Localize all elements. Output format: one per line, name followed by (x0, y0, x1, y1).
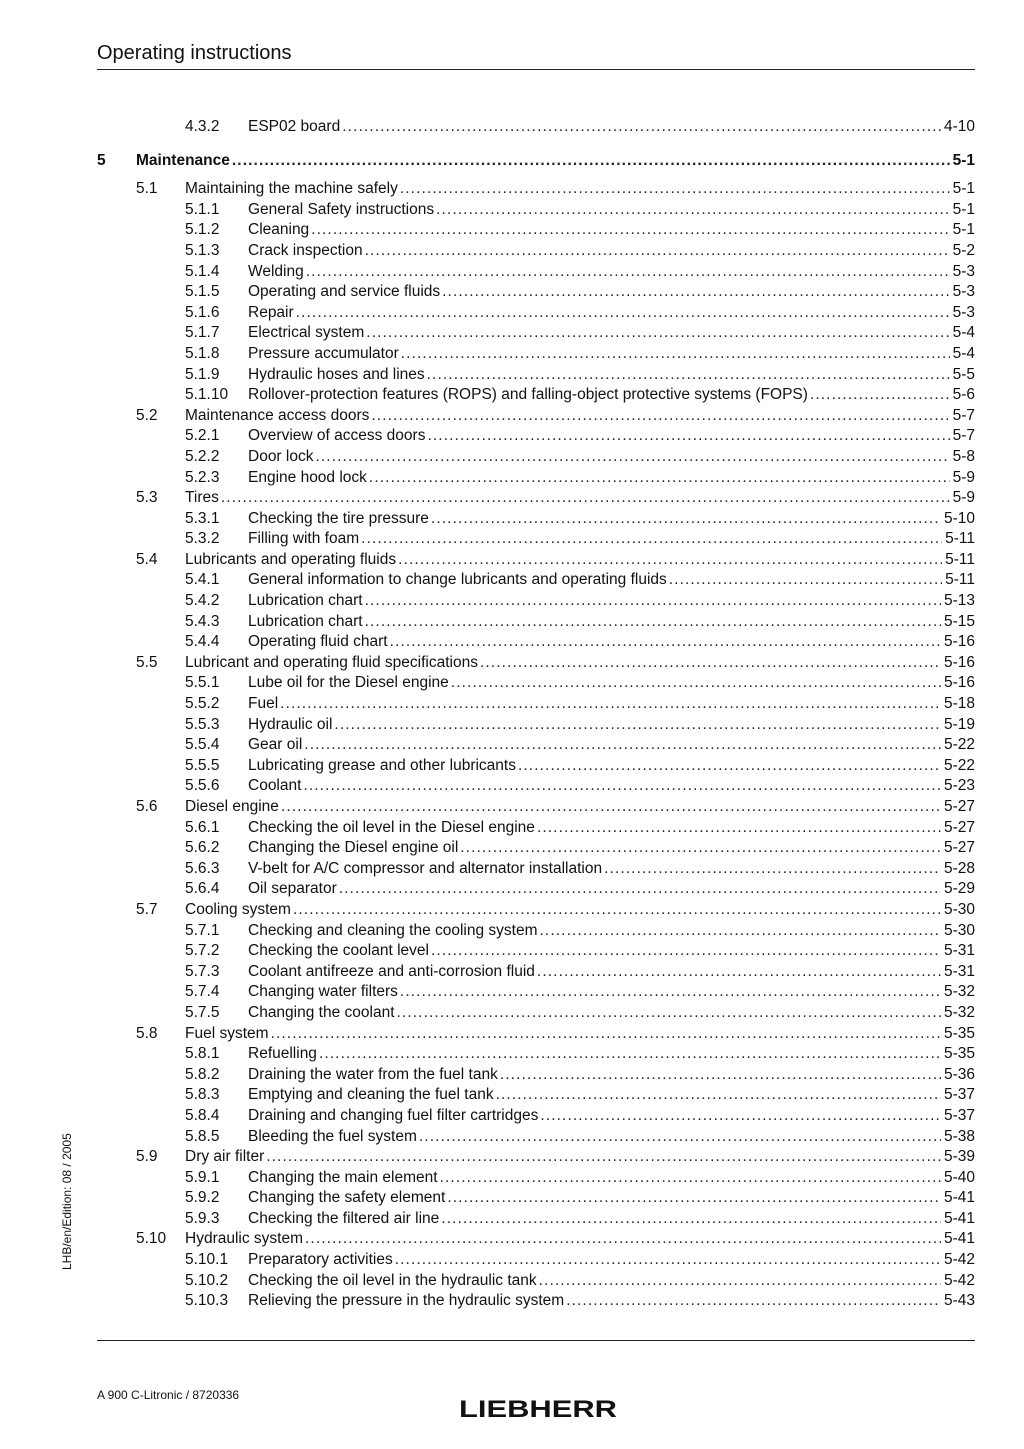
toc-leader-dots (365, 241, 950, 262)
toc-entry[interactable] (97, 406, 975, 427)
toc-entry-title: Maintenance (136, 151, 232, 172)
toc-entry-number: 5.6.3 (185, 859, 220, 877)
toc-entry-page: 4-10 (941, 117, 975, 138)
toc-entry-page: 5-16 (941, 653, 975, 674)
toc-entry[interactable] (97, 1271, 975, 1292)
toc-entry[interactable] (97, 1291, 975, 1312)
toc-leader-dots (431, 941, 941, 962)
toc-entry-number: 5.1.2 (185, 221, 220, 239)
toc-entry-number: 5.6 (136, 798, 158, 815)
toc-entry-title: ESP02 board (248, 117, 342, 138)
toc-entry-number: 5.3 (136, 489, 158, 507)
toc-entry-page: 5-30 (941, 921, 975, 942)
toc-entry-title: Preparatory activities (248, 1250, 395, 1271)
toc-leader-dots (397, 1003, 941, 1024)
toc-entry[interactable] (97, 151, 975, 172)
toc-leader-dots (566, 1291, 941, 1312)
toc-entry-number: 5.10.3 (185, 1292, 229, 1310)
toc-leader-dots (427, 426, 949, 447)
toc-leader-dots (369, 468, 950, 489)
toc-entry-page: 5-32 (941, 982, 975, 1003)
toc-entry-page: 5-3 (950, 303, 975, 324)
toc-entry-title: Gear oil (248, 735, 304, 756)
toc-entry-page: 5-43 (941, 1291, 975, 1312)
toc-entry-number: 5.1.8 (185, 344, 220, 362)
toc-entry[interactable] (97, 612, 975, 633)
toc-entry[interactable] (97, 1250, 975, 1271)
toc-leader-dots (319, 1044, 941, 1065)
toc-leader-dots (518, 756, 941, 777)
toc-leader-dots (311, 220, 949, 241)
toc-leader-dots (296, 303, 950, 324)
toc-entry-page: 5-4 (950, 323, 975, 344)
toc-entry-page: 5-6 (950, 385, 975, 406)
toc-entry-title: General information to change lubricants and operating fluids (248, 570, 669, 591)
toc-entry-page: 5-35 (941, 1024, 975, 1045)
toc-entry-number: 5.7.1 (185, 921, 220, 939)
toc-entry-number: 5.2.2 (185, 447, 220, 465)
toc-entry-title: Checking the tire pressure (248, 509, 431, 530)
toc-entry[interactable] (97, 591, 975, 612)
toc-leader-dots (339, 879, 941, 900)
toc-entry-title: Fuel system (185, 1024, 271, 1045)
toc-entry[interactable] (97, 715, 975, 736)
toc-leader-dots (427, 365, 950, 386)
toc-entry-title: Rollover-protection features (ROPS) and falling-object protective systems (FOPS) (248, 385, 810, 406)
toc-leader-dots (293, 900, 941, 921)
toc-leader-dots (537, 818, 941, 839)
toc-entry-number: 5.9.3 (185, 1209, 220, 1227)
toc-entry-page: 5-7 (950, 426, 975, 447)
toc-entry[interactable] (97, 756, 975, 777)
toc-entry-number: 5.5.2 (185, 695, 220, 713)
toc-entry-title: Maintaining the machine safely (185, 179, 400, 200)
toc-entry-title: Changing the coolant (248, 1003, 397, 1024)
toc-entry-page: 5-3 (950, 282, 975, 303)
toc-entry-number: 5.5.4 (185, 736, 220, 754)
toc-leader-dots (305, 1229, 941, 1250)
toc-entry-page: 5-32 (941, 1003, 975, 1024)
toc-entry-title: Lubricants and operating fluids (185, 550, 398, 571)
toc-entry-title: Draining and changing fuel filter cartridges (248, 1106, 540, 1127)
toc-entry[interactable] (97, 1188, 975, 1209)
toc-entry-number: 5.10 (136, 1230, 167, 1248)
toc-entry-page: 5-13 (941, 591, 975, 612)
toc-leader-dots (451, 673, 941, 694)
toc-leader-dots (480, 653, 941, 674)
toc-entry-page: 5-23 (941, 776, 975, 797)
toc-leader-dots (441, 1209, 941, 1230)
toc-entry-page: 5-4 (950, 344, 975, 365)
toc-leader-dots (361, 529, 942, 550)
toc-entry-page: 5-22 (941, 735, 975, 756)
toc-entry-number: 5.4.2 (185, 592, 220, 610)
toc-entry-title: Overview of access doors (248, 426, 427, 447)
toc-entry-title: Repair (248, 303, 296, 324)
toc-entry[interactable] (97, 982, 975, 1003)
toc-entry[interactable] (97, 179, 975, 200)
toc-entry[interactable] (97, 488, 975, 509)
toc-entry[interactable] (97, 1085, 975, 1106)
toc-entry-page: 5-31 (941, 941, 975, 962)
toc-entry-title: Engine hood lock (248, 468, 369, 489)
toc-entry-page: 5-39 (941, 1147, 975, 1168)
toc-entry-page: 5-38 (941, 1127, 975, 1148)
toc-leader-dots (669, 570, 942, 591)
table-of-contents (97, 117, 975, 1312)
liebherr-logo-text: LIEBHERR (459, 1396, 617, 1420)
toc-leader-dots (303, 776, 941, 797)
toc-entry[interactable] (97, 1003, 975, 1024)
toc-entry-title: Operating fluid chart (248, 632, 390, 653)
toc-entry-number: 5.5 (136, 653, 158, 671)
toc-leader-dots (366, 323, 949, 344)
toc-entry-page: 5-1 (950, 200, 975, 221)
toc-entry-number: 5.8.1 (185, 1045, 220, 1063)
toc-entry[interactable] (97, 879, 975, 900)
liebherr-logo (458, 1396, 618, 1420)
toc-leader-dots (281, 797, 941, 818)
toc-entry-page: 5-15 (941, 612, 975, 633)
toc-leader-dots (400, 982, 941, 1003)
toc-leader-dots (539, 1271, 941, 1292)
toc-entry-page: 5-29 (941, 879, 975, 900)
toc-leader-dots (496, 1085, 941, 1106)
toc-entry-page: 5-16 (941, 673, 975, 694)
toc-entry[interactable] (97, 282, 975, 303)
toc-leader-dots (315, 447, 949, 468)
toc-entry-title: Cleaning (248, 220, 311, 241)
toc-entry-number: 5.2.1 (185, 427, 220, 445)
toc-entry-title: Tires (185, 488, 221, 509)
toc-leader-dots (442, 282, 949, 303)
toc-entry[interactable] (97, 303, 975, 324)
toc-entry-number: 5.3.2 (185, 530, 220, 548)
toc-leader-dots (460, 838, 941, 859)
toc-entry[interactable] (97, 447, 975, 468)
toc-entry-title: Checking and cleaning the cooling system (248, 921, 540, 942)
toc-leader-dots (306, 262, 950, 283)
toc-entry-title: Coolant antifreeze and anti-corrosion fluid (248, 962, 537, 983)
toc-entry-page: 5-36 (941, 1065, 975, 1086)
toc-entry[interactable] (97, 818, 975, 839)
toc-entry-page: 5-7 (950, 406, 975, 427)
toc-entry-title: Bleeding the fuel system (248, 1127, 419, 1148)
toc-entry[interactable] (97, 509, 975, 530)
toc-entry-page: 5-37 (941, 1085, 975, 1106)
toc-entry-page: 5-8 (950, 447, 975, 468)
toc-entry[interactable] (97, 117, 975, 138)
toc-entry[interactable] (97, 570, 975, 591)
toc-entry-title: Checking the coolant level (248, 941, 431, 962)
toc-entry[interactable] (97, 673, 975, 694)
toc-entry-number: 5.8.4 (185, 1106, 220, 1124)
toc-entry-number: 5.10.1 (185, 1251, 229, 1269)
toc-entry-title: Dry air filter (185, 1147, 266, 1168)
toc-leader-dots (365, 612, 941, 633)
toc-entry-page: 5-1 (950, 151, 975, 172)
toc-leader-dots (440, 1168, 941, 1189)
toc-entry[interactable] (97, 200, 975, 221)
toc-entry[interactable] (97, 550, 975, 571)
toc-entry-page: 5-31 (941, 962, 975, 983)
toc-entry-page: 5-41 (941, 1229, 975, 1250)
toc-entry-page: 5-2 (950, 241, 975, 262)
toc-entry-number: 5.10.2 (185, 1271, 229, 1289)
toc-entry-title: Crack inspection (248, 241, 365, 262)
toc-entry-number: 5.1.1 (185, 200, 220, 218)
toc-entry-number: 5.1.5 (185, 283, 220, 301)
toc-entry-number: 5.9.1 (185, 1168, 220, 1186)
toc-entry-page: 5-11 (942, 570, 975, 591)
toc-entry-page: 5-42 (941, 1250, 975, 1271)
toc-entry-page: 5-28 (941, 859, 975, 880)
page-title: Operating instructions (97, 42, 292, 64)
toc-entry-page: 5-22 (941, 756, 975, 777)
toc-entry[interactable] (97, 1044, 975, 1065)
toc-entry[interactable] (97, 735, 975, 756)
toc-entry[interactable] (97, 962, 975, 983)
toc-entry[interactable] (97, 632, 975, 653)
toc-entry-title: Changing the safety element (248, 1188, 447, 1209)
toc-leader-dots (400, 179, 950, 200)
toc-entry-title: Cooling system (185, 900, 293, 921)
toc-entry-title: Relieving the pressure in the hydraulic system (248, 1291, 566, 1312)
toc-entry[interactable] (97, 323, 975, 344)
toc-entry-title: Checking the oil level in the Diesel engine (248, 818, 537, 839)
toc-entry[interactable] (97, 900, 975, 921)
toc-entry[interactable] (97, 529, 975, 550)
toc-leader-dots (271, 1024, 941, 1045)
toc-entry-title: Door lock (248, 447, 315, 468)
toc-leader-dots (334, 715, 941, 736)
toc-entry-number: 5.6.4 (185, 880, 220, 898)
toc-leader-dots (447, 1188, 941, 1209)
toc-entry-page: 5-35 (941, 1044, 975, 1065)
toc-entry-number: 5.6.1 (185, 818, 220, 836)
toc-leader-dots (304, 735, 941, 756)
toc-entry[interactable] (97, 1127, 975, 1148)
toc-entry-page: 5-41 (941, 1188, 975, 1209)
toc-entry[interactable] (97, 1147, 975, 1168)
toc-entry-number: 5.8.3 (185, 1086, 220, 1104)
toc-entry-number: 5.1.3 (185, 241, 220, 259)
toc-entry-page: 5-3 (950, 262, 975, 283)
toc-entry-page: 5-10 (941, 509, 975, 530)
toc-leader-dots (537, 962, 941, 983)
toc-leader-dots (342, 117, 941, 138)
toc-entry-title: Pressure accumulator (248, 344, 401, 365)
toc-entry-number: 5.7.4 (185, 983, 220, 1001)
toc-entry-page: 5-11 (942, 550, 975, 571)
toc-entry-page: 5-42 (941, 1271, 975, 1292)
toc-entry-number: 5.2 (136, 406, 158, 424)
toc-entry[interactable] (97, 653, 975, 674)
toc-entry[interactable] (97, 776, 975, 797)
toc-entry[interactable] (97, 797, 975, 818)
edition-label: LHB/en/Edition: 08 / 2005 (60, 1133, 74, 1270)
toc-entry[interactable] (97, 1168, 975, 1189)
toc-entry-title: Lube oil for the Diesel engine (248, 673, 451, 694)
toc-entry-number: 5.1.4 (185, 262, 220, 280)
toc-entry-page: 5-41 (941, 1209, 975, 1230)
toc-entry-title: Emptying and cleaning the fuel tank (248, 1085, 496, 1106)
toc-entry-page: 5-9 (950, 488, 975, 509)
toc-leader-dots (232, 151, 950, 172)
toc-entry[interactable] (97, 344, 975, 365)
toc-leader-dots (500, 1065, 941, 1086)
toc-entry-page: 5-16 (941, 632, 975, 653)
toc-entry-title: Fuel (248, 694, 280, 715)
toc-leader-dots (395, 1250, 941, 1271)
toc-entry-title: Welding (248, 262, 306, 283)
toc-entry[interactable] (97, 365, 975, 386)
toc-entry-title: Lubrication chart (248, 612, 365, 633)
toc-leader-dots (401, 344, 950, 365)
toc-leader-dots (436, 200, 950, 221)
toc-entry[interactable] (97, 1209, 975, 1230)
toc-entry-number: 5.5.1 (185, 674, 220, 692)
toc-leader-dots (390, 632, 941, 653)
toc-leader-dots (221, 488, 950, 509)
toc-entry[interactable] (97, 1065, 975, 1086)
toc-entry-title: Operating and service fluids (248, 282, 442, 303)
toc-leader-dots (398, 550, 942, 571)
toc-entry-title: Lubricating grease and other lubricants (248, 756, 518, 777)
toc-entry[interactable] (97, 426, 975, 447)
toc-entry-number: 5.1.6 (185, 303, 220, 321)
toc-entry-page: 5-27 (941, 838, 975, 859)
toc-leader-dots (540, 921, 941, 942)
toc-entry-number: 5.8.2 (185, 1065, 220, 1083)
toc-entry-title: Hydraulic oil (248, 715, 334, 736)
toc-entry[interactable] (97, 859, 975, 880)
toc-entry-number: 5.1.10 (185, 386, 229, 404)
toc-entry-number: 5.4.3 (185, 612, 220, 630)
toc-entry-number: 5.5.5 (185, 756, 220, 774)
toc-entry-page: 5-9 (950, 468, 975, 489)
toc-entry[interactable] (97, 694, 975, 715)
toc-entry-number: 5.4.1 (185, 571, 220, 589)
toc-entry-title: Coolant (248, 776, 303, 797)
document-id: A 900 C-Litronic / 8720336 (97, 1388, 240, 1402)
toc-entry-number: 5.2.3 (185, 468, 220, 486)
toc-leader-dots (365, 591, 941, 612)
toc-entry-title: Checking the filtered air line (248, 1209, 441, 1230)
toc-entry-page: 5-5 (950, 365, 975, 386)
toc-entry[interactable] (97, 241, 975, 262)
toc-entry-title: Diesel engine (185, 797, 281, 818)
toc-entry-page: 5-37 (941, 1106, 975, 1127)
toc-entry-page: 5-1 (950, 179, 975, 200)
toc-entry[interactable] (97, 262, 975, 283)
toc-entry-number: 5.7 (136, 900, 158, 918)
toc-entry-page: 5-27 (941, 797, 975, 818)
toc-entry-title: Changing water filters (248, 982, 400, 1003)
toc-entry-title: Lubricant and operating fluid specifications (185, 653, 480, 674)
toc-entry[interactable] (97, 1229, 975, 1250)
toc-entry[interactable] (97, 838, 975, 859)
toc-entry-title: Filling with foam (248, 529, 361, 550)
footer-divider (97, 1340, 975, 1341)
toc-entry-page: 5-18 (941, 694, 975, 715)
toc-entry-title: Checking the oil level in the hydraulic tank (248, 1271, 539, 1292)
toc-leader-dots (266, 1147, 941, 1168)
toc-entry-number: 5.8.5 (185, 1127, 220, 1145)
toc-entry-page: 5-1 (950, 220, 975, 241)
toc-entry[interactable] (97, 941, 975, 962)
toc-entry-number: 5.1.9 (185, 365, 220, 383)
toc-entry-number: 5.7.2 (185, 942, 220, 960)
toc-entry-title: Refuelling (248, 1044, 319, 1065)
toc-leader-dots (280, 694, 941, 715)
toc-entry-title: Changing the main element (248, 1168, 440, 1189)
toc-entry[interactable] (97, 220, 975, 241)
toc-entry[interactable] (97, 468, 975, 489)
toc-entry-title: Oil separator (248, 879, 339, 900)
toc-entry-title: Lubrication chart (248, 591, 365, 612)
toc-entry-title: Maintenance access doors (185, 406, 371, 427)
toc-entry-title: Hydraulic system (185, 1229, 305, 1250)
toc-entry-number: 5.5.6 (185, 777, 220, 795)
toc-entry-page: 5-40 (941, 1168, 975, 1189)
toc-leader-dots (431, 509, 941, 530)
toc-entry-page: 5-11 (942, 529, 975, 550)
toc-entry-title: V-belt for A/C compressor and alternator installation (248, 859, 604, 880)
toc-entry-number: 5.1 (136, 180, 158, 198)
toc-entry[interactable] (97, 385, 975, 406)
toc-entry-number: 4.3.2 (185, 118, 220, 135)
toc-entry-number: 5 (97, 151, 106, 169)
toc-entry-title: Electrical system (248, 323, 366, 344)
toc-entry-page: 5-27 (941, 818, 975, 839)
toc-leader-dots (419, 1127, 941, 1148)
toc-entry[interactable] (97, 921, 975, 942)
toc-entry-number: 5.7.5 (185, 1003, 220, 1021)
toc-leader-dots (810, 385, 950, 406)
toc-entry-number: 5.9 (136, 1148, 158, 1166)
toc-leader-dots (604, 859, 941, 880)
toc-entry-number: 5.9.2 (185, 1189, 220, 1207)
toc-entry-number: 5.1.7 (185, 324, 220, 342)
toc-entry-page: 5-19 (941, 715, 975, 736)
toc-entry-title: General Safety instructions (248, 200, 436, 221)
toc-leader-dots (371, 406, 949, 427)
toc-entry-number: 5.8 (136, 1024, 158, 1042)
toc-entry[interactable] (97, 1106, 975, 1127)
toc-entry-number: 5.3.1 (185, 509, 220, 527)
toc-entry-number: 5.6.2 (185, 839, 220, 857)
toc-leader-dots (540, 1106, 941, 1127)
toc-entry-title: Hydraulic hoses and lines (248, 365, 427, 386)
toc-entry-number: 5.5.3 (185, 715, 220, 733)
toc-entry-number: 5.4.4 (185, 633, 220, 651)
toc-entry-title: Draining the water from the fuel tank (248, 1065, 500, 1086)
toc-entry-page: 5-30 (941, 900, 975, 921)
toc-entry-title: Changing the Diesel engine oil (248, 838, 460, 859)
toc-entry-number: 5.7.3 (185, 962, 220, 980)
toc-entry[interactable] (97, 1024, 975, 1045)
toc-entry-number: 5.4 (136, 550, 158, 568)
header-divider (97, 69, 975, 70)
